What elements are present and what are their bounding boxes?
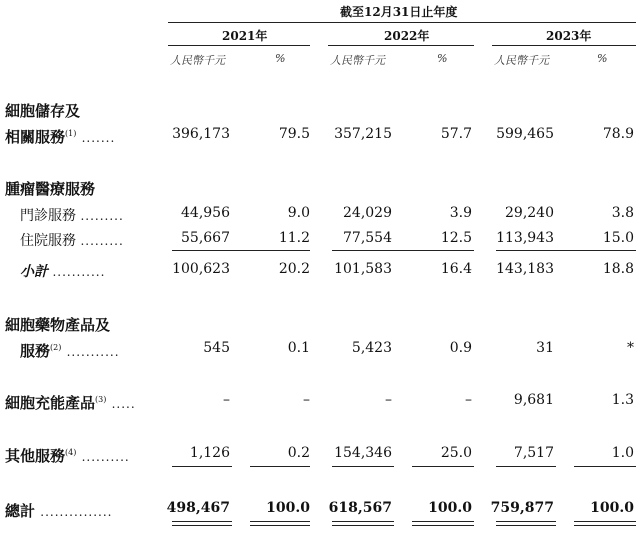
cell-fill-label: 細胞充能產品 <box>5 394 96 412</box>
total-double-rule-2023-pct <box>574 521 636 526</box>
cell-drug-dots: ........... <box>66 345 120 359</box>
total-rule-2021-pct <box>250 466 310 467</box>
total-double-rule-2021-pct <box>250 521 310 526</box>
cell-fill-row-label <box>5 392 136 413</box>
cell-storage-2021-pct: 79.5 <box>278 126 310 142</box>
cell-storage-label: 相關服務 <box>5 128 66 146</box>
outpatient-2022-pct: 3.9 <box>449 205 472 221</box>
cell-drug-2022-rmb: 5,423 <box>351 340 392 356</box>
cell-fill-2022-rmb: – <box>385 392 392 408</box>
cell-drug-2021-rmb: 545 <box>203 340 230 356</box>
inpatient-2023-rmb: 113,943 <box>496 230 554 246</box>
inpatient-2021-pct: 11.2 <box>278 230 310 246</box>
subtotal-rule-2023 <box>496 250 636 251</box>
total-label: 總計 <box>5 502 36 520</box>
other-services-note: (4) <box>65 448 77 457</box>
unit-pct-2021: % <box>275 52 286 65</box>
subtotal-row-label <box>20 261 105 281</box>
total-dots: ............... <box>40 505 113 519</box>
outpatient-2023-rmb: 29,240 <box>505 205 554 221</box>
total-2021-pct: 100.0 <box>266 500 310 516</box>
cell-fill-2023-rmb: 9,681 <box>513 392 554 408</box>
other-services-dots: .......... <box>81 450 130 464</box>
unit-rmb-2022: 人民幣千元 <box>330 54 385 67</box>
outpatient-row-label <box>20 205 124 225</box>
other-2022-pct: 25.0 <box>440 445 472 461</box>
cell-storage-label-line2 <box>5 126 115 147</box>
outpatient-label: 門診服務 <box>20 208 76 224</box>
tumor-services-label: 腫瘤醫療服務 <box>5 180 96 198</box>
cell-drug-2023-rmb: 31 <box>536 340 554 356</box>
total-2021-rmb: 498,467 <box>166 500 230 516</box>
subtotal-2021-rmb: 100,623 <box>172 261 230 277</box>
outpatient-2022-rmb: 24,029 <box>343 205 392 221</box>
unit-pct-2022: % <box>437 52 448 65</box>
subtotal-2021-pct: 20.2 <box>278 261 310 277</box>
unit-rmb-2023: 人民幣千元 <box>494 54 549 67</box>
subtotal-2022-pct: 16.4 <box>440 261 472 277</box>
total-row-label <box>5 500 112 521</box>
other-services-label: 其他服務 <box>5 447 66 465</box>
cell-drug-2023-pct: * <box>627 340 634 356</box>
cell-fill-dots: ..... <box>111 397 136 411</box>
inpatient-dots: ......... <box>80 234 124 248</box>
cell-drug-label-line2 <box>20 340 120 361</box>
cell-fill-note: (3) <box>95 395 107 404</box>
year-2021-underline <box>168 45 310 46</box>
other-2023-rmb: 7,517 <box>513 445 554 461</box>
total-rule-2022-pct <box>412 466 474 467</box>
unit-rmb-2021: 人民幣千元 <box>170 54 225 67</box>
subtotal-2023-rmb: 143,183 <box>496 261 554 277</box>
total-2023-pct: 100.0 <box>590 500 634 516</box>
outpatient-2021-rmb: 44,956 <box>181 205 230 221</box>
cell-storage-note: (1) <box>65 129 77 138</box>
year-2022-underline <box>328 45 474 46</box>
cell-fill-2023-pct: 1.3 <box>611 392 634 408</box>
cell-storage-2021-rmb: 396,173 <box>172 126 230 142</box>
subtotal-2023-pct: 18.8 <box>602 261 634 277</box>
other-services-row-label <box>5 445 130 466</box>
other-2021-pct: 0.2 <box>287 445 310 461</box>
inpatient-row-label <box>20 230 124 250</box>
unit-pct-2023: % <box>597 52 608 65</box>
period-underline <box>168 22 636 23</box>
total-2023-rmb: 759,877 <box>490 500 554 516</box>
total-double-rule-2021-rmb <box>172 521 232 526</box>
subtotal-rule-2022 <box>332 250 474 251</box>
total-double-rule-2023-rmb <box>496 521 556 526</box>
cell-fill-2021-pct: – <box>303 392 310 408</box>
inpatient-2022-rmb: 77,554 <box>343 230 392 246</box>
inpatient-2021-rmb: 55,667 <box>181 230 230 246</box>
inpatient-label: 住院服務 <box>20 233 76 249</box>
cell-storage-label-line1: 細胞儲存及 <box>5 102 81 120</box>
cell-storage-2023-rmb: 599,465 <box>496 126 554 142</box>
cell-fill-2021-rmb: – <box>223 392 230 408</box>
total-rule-2023-pct <box>574 466 636 467</box>
year-2021: 2021年 <box>222 29 268 43</box>
cell-storage-2023-pct: 78.9 <box>602 126 634 142</box>
total-2022-rmb: 618,567 <box>328 500 392 516</box>
cell-drug-label-line1: 細胞藥物產品及 <box>5 316 111 334</box>
subtotal-label: 小計 <box>20 264 48 280</box>
outpatient-2023-pct: 3.8 <box>611 205 634 221</box>
total-2022-pct: 100.0 <box>428 500 472 516</box>
subtotal-2022-rmb: 101,583 <box>334 261 392 277</box>
outpatient-dots: ......... <box>80 209 124 223</box>
total-rule-2021-rmb <box>172 466 232 467</box>
year-2023: 2023年 <box>546 29 592 43</box>
year-2022: 2022年 <box>384 29 430 43</box>
other-2022-rmb: 154,346 <box>334 445 392 461</box>
cell-drug-2022-pct: 0.9 <box>449 340 472 356</box>
year-2023-underline <box>492 45 636 46</box>
period-header: 截至12月31日止年度 <box>340 5 458 19</box>
inpatient-2023-pct: 15.0 <box>602 230 634 246</box>
subtotal-dots: ........... <box>52 265 106 279</box>
cell-storage-2022-rmb: 357,215 <box>334 126 392 142</box>
subtotal-rule-2021 <box>172 250 310 251</box>
cell-drug-2021-pct: 0.1 <box>287 340 310 356</box>
total-rule-2023-rmb <box>496 466 556 467</box>
cell-drug-label: 服務 <box>20 342 51 360</box>
other-2021-rmb: 1,126 <box>189 445 230 461</box>
cell-storage-2022-pct: 57.7 <box>440 126 472 142</box>
total-double-rule-2022-pct <box>412 521 474 526</box>
cell-drug-note: (2) <box>50 343 62 352</box>
cell-fill-2022-pct: – <box>465 392 472 408</box>
total-rule-2022-rmb <box>332 466 394 467</box>
other-2023-pct: 1.0 <box>611 445 634 461</box>
total-double-rule-2022-rmb <box>332 521 394 526</box>
inpatient-2022-pct: 12.5 <box>440 230 472 246</box>
outpatient-2021-pct: 9.0 <box>287 205 310 221</box>
cell-storage-dots: ....... <box>81 131 116 145</box>
